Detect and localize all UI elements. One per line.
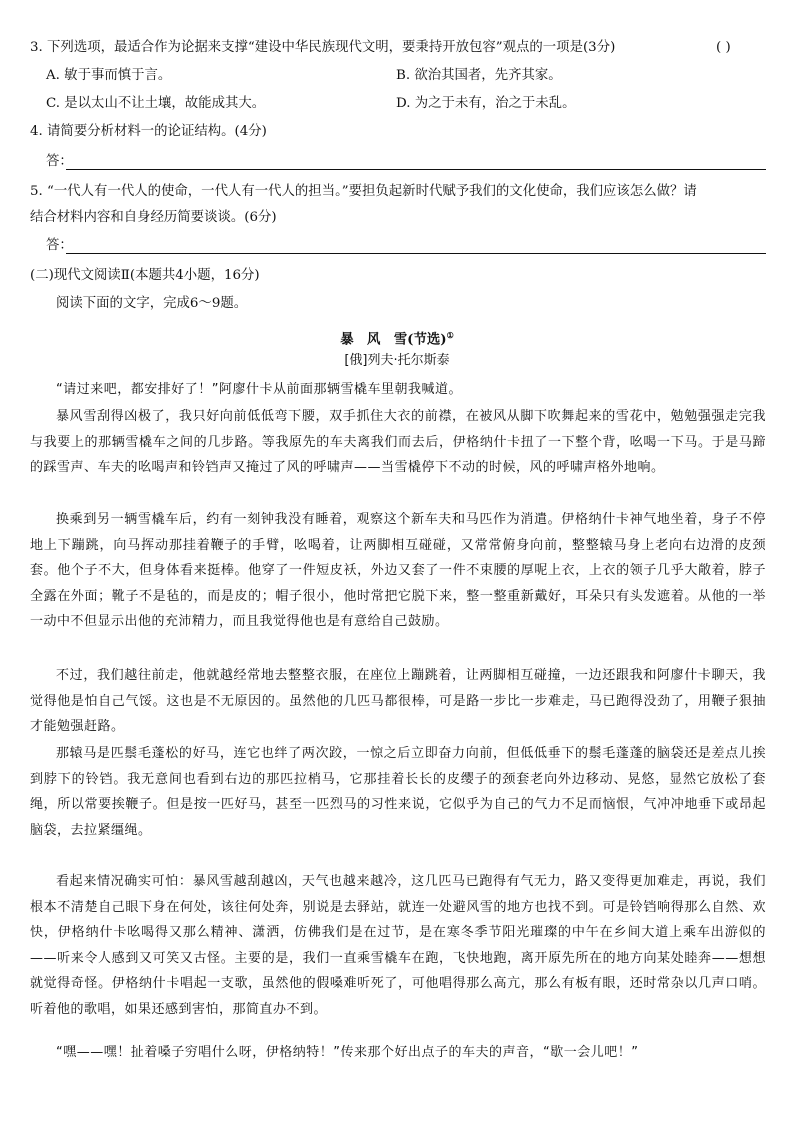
answer-label: 答： xyxy=(46,154,73,169)
passage-paragraph: “嘿——嘿！扯着嗓子穷唱什么呀，伊格纳特！”传来那个好出点子的车夫的声音，“歇一会儿吧！” xyxy=(56,1045,639,1060)
answer-rule xyxy=(66,253,766,254)
passage-paragraph: 不过，我们越往前走，他就越经常地去整整衣服，在座位上蹦跳着，让两脚相互碰撞，一边还跟我和阿廖什卡聊天，我觉得他是怕自己气馁。这也是不无原因的。虽然他的几匹马都很棒，可是路一步比一步难走，马已跑得没劲了，用鞭子狠抽才能勉强赶路。 xyxy=(30,668,766,734)
option-d[interactable]: D. 为之于未有，治之于未乱。 xyxy=(396,96,576,111)
passage-title: 暴 风 雪(节选)① xyxy=(340,330,454,348)
passage-paragraph: 那辕马是匹鬃毛蓬松的好马，连它也绊了两次跤，一惊之后立即奋力向前，但低低垂下的鬃毛蓬蓬的脑袋还是差点儿挨到脖下的铃铛。我无意间也看到右边的那匹拉梢马，它那挂着长长的皮缨子的颈套老向外边移动、晃悠，显然它放松了套绳，所以常要挨鞭子。但是按一匹好马，甚至一匹烈马的习性来说，它似乎为自己的气力不足而恼恨，气冲冲地垂下或昂起脑袋，去拉紧缰绳。 xyxy=(30,746,766,838)
passage-paragraph: “请过来吧，都安排好了！”阿廖什卡从前面那辆雪橇车里朝我喊道。 xyxy=(56,382,462,397)
question-5-stem-line2: 结合材料内容和自身经历简要谈谈。(6分) xyxy=(30,210,277,225)
option-a[interactable]: A. 敏于事而慎于言。 xyxy=(46,68,172,83)
question-3-answer-bracket[interactable]: ( ) xyxy=(716,40,731,55)
passage-author: [俄]列夫·托尔斯泰 xyxy=(344,353,450,368)
option-c[interactable]: C. 是以太山不让土壤，故能成其大。 xyxy=(46,96,266,111)
section-instruction: 阅读下面的文字，完成6～9题。 xyxy=(56,296,248,311)
passage-paragraph: 看起来情况确实可怕：暴风雪越刮越凶，天气也越来越冷，这几匹马已跑得有气无力，路又变得更加难走，再说，我们根本不清楚自己眼下身在何处，该往何处奔，别说是去驿站，就连一处避风雪的地方也找不到。可是铃铛响得那么自然、欢快，伊格纳什卡吆喝得又那么精神、潇洒，仿佛我们是在过节，是在寒冬季节阳光璀璨的中午在乡间大道上乘车出游似的——听来令人感到又可笑又古怪。主要的是，我们一直乘雪橇车在跑，飞快地跑，离开原先所在的地方向某处睦奔——想想就觉得奇怪。伊格纳什卡唱起一支歌，虽然他的假嗓难听死了，可他唱得那么高亢，那么有板有眼，还时常杂以几声口哨。听着他的歌唱，如果还感到害怕，那简直办不到。 xyxy=(30,874,766,1017)
answer-rule xyxy=(66,169,766,170)
question-4-stem: 4. 请简要分析材料一的论证结构。(4分) xyxy=(30,124,267,139)
question-5-answer-line[interactable] xyxy=(46,236,766,256)
passage-paragraph: 暴风雪刮得凶极了，我只好向前低低弯下腰，双手抓住大衣的前襟，在被风从脚下吹舞起来的雪花中，勉勉强强走完我与我要上的那辆雪橇车之间的几步路。等我原先的车夫离我们而去后，伊格纳什卡扭了一下整个背，吆喝一下马。于是马蹄的踩雪声、车夫的吆喝声和铃铛声又掩过了风的呼啸声——当雪橇停下不动的时候，风的呼啸声格外地响。 xyxy=(30,409,766,475)
question-5-stem-line1: 5. “一代人有一代人的使命，一代人有一代人的担当。”要担负起新时代赋予我们的文化使命，我们应该怎么做？请 xyxy=(30,184,697,199)
question-4-answer-line[interactable] xyxy=(46,152,766,172)
passage-paragraph: 换乘到另一辆雪橇车后，约有一刻钟我没有睡着，观察这个新车夫和马匹作为消遣。伊格纳什卡神气地坐着，身子不停地上下蹦跳，向马挥动那挂着鞭子的手臂，吆喝着，让两脚相互碰碰，又常常俯身向前，整整辕马身上老向右边滑的皮颈套。他个子不大，但身体看来挺棒。他穿了一件短皮袄，外边又套了一件不束腰的厚呢上衣，上衣的领子几乎大敞着，脖子全露在外面；靴子不是毡的，而是皮的；帽子很小，他时常把它脱下来，整一整重新戴好，耳朵只有头发遮着。从他的一举一动中不但显示出他的充沛精力，而且我觉得他也是有意给自己鼓励。 xyxy=(30,512,766,629)
section-heading: (二)现代文阅读Ⅱ(本题共4小题，16分) xyxy=(30,268,260,283)
answer-label: 答： xyxy=(46,238,73,253)
option-b[interactable]: B. 欲治其国者，先齐其家。 xyxy=(396,68,562,83)
footnote-marker: ① xyxy=(446,330,454,340)
question-3-stem: 3. 下列选项，最适合作为论据来支撑“建设中华民族现代文明，要秉持开放包容”观点的一项是(3分) xyxy=(30,40,616,55)
